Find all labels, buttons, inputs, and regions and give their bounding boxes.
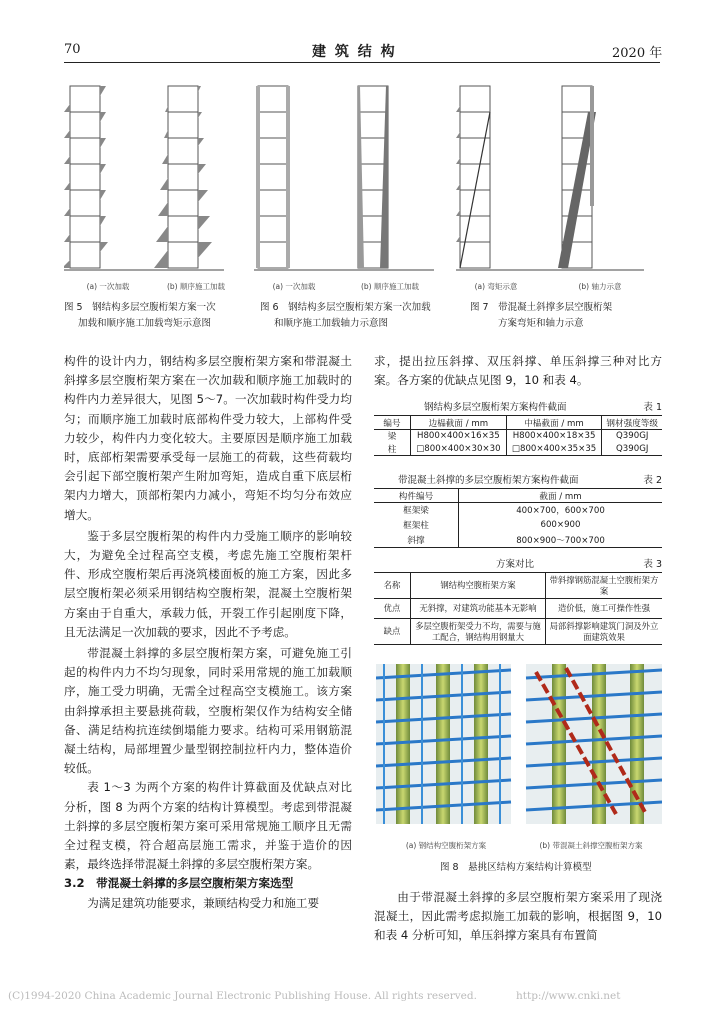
table-cell: □800×400×30×30 <box>411 443 507 456</box>
table-cell: □800×400×35×35 <box>506 443 602 456</box>
table3-header: 钢结构空腹桁架方案 <box>411 573 546 599</box>
left-para-5: 为满足建筑功能要求，兼顾结构受力和施工要 <box>87 895 320 910</box>
table-cell: 柱 <box>374 443 411 456</box>
table2 <box>374 472 662 548</box>
table-cell: 梁 <box>374 430 411 443</box>
fig6b-axial-diagram <box>358 86 388 268</box>
page-number: 70 <box>64 42 81 57</box>
fig8b-label: (b) 带混凝土斜撑空腹桁架方案 <box>539 841 643 850</box>
table-cell: 800×900～700×700 <box>516 535 605 546</box>
table-row <box>374 503 662 518</box>
figure8-caption: 图 8 悬挑区结构方案结构计算模型 <box>440 862 592 873</box>
table-cell: 框架梁 <box>374 503 459 518</box>
table-cell: 无斜撑，对建筑功能基本无影响 <box>411 599 546 619</box>
right-para-end: 由于带混凝土斜撑的多层空腹桁架方案采用了现浇混凝土，因此需考虑拟施工加载的影响，根据图 9，10 和表 4 分析可知，单压斜撑方案具有布置简 <box>374 890 662 943</box>
table1-label: 表 1 <box>643 402 662 413</box>
table2-title: 带混凝土斜撑的多层空腹桁架方案构件截面 <box>398 475 579 486</box>
header-rule <box>64 62 660 63</box>
table2-header: 截面 / mm <box>539 491 582 502</box>
table-row <box>374 518 662 533</box>
figures-5-7-diagrams <box>64 78 664 292</box>
table-cell: 局部斜撑影响建筑门洞及外立面建筑效果 <box>549 620 659 642</box>
left-para-4: 表 1～3 为两个方案的构件计算截面及优缺点对比分析，图 8 为两个方案的结构计算模型。考虑到带混凝土斜撑的多层空腹桁架方案可采用常规施工顺序且无需全过程支模，符合超高层施工需求，并鉴于造价的因素，最终选择带混凝土斜撑的多层空腹桁架方案。 <box>64 780 352 872</box>
fig6a-label: (a) 一次加载 <box>272 282 316 291</box>
table1 <box>374 399 662 456</box>
figure8-models <box>376 664 662 840</box>
table-cell: 600×900 <box>540 520 581 530</box>
left-para-3: 带混凝土斜撑的多层空腹桁架方案，可避免施工引起的构件内力不均匀现象，同时采用常规的施工加载顺序，施工受力明确，无需全过程高空支模施工。该方案由斜撑承担主要悬挑荷载，空腹桁架仅作为结构安全储备、满足结构抗连续倒塌能力要求。结构可采用钢筋混凝土结构，局部埋置少量型钢控制拉杆内力，整体造价较低。 <box>64 646 352 776</box>
table1-header: 边榀截面 / mm <box>411 416 507 430</box>
fig5a-moment-diagram <box>64 86 108 268</box>
fig5a-label: (a) 一次加载 <box>86 282 130 291</box>
table3-label: 表 3 <box>643 559 662 570</box>
fig8b-concrete-brace-model <box>526 664 662 824</box>
table-row <box>374 533 662 548</box>
table1-header: 钢材强度等级 <box>606 418 658 429</box>
footer-url: http://www.cnki.net <box>516 990 621 1002</box>
figure6-caption: 图 6 钢结构多层空腹桁架方案一次加载 和顺序施工加载轴力示意图 <box>260 302 431 329</box>
section-heading-3-2: 3.2 带混凝土斜撑的多层空腹桁架方案选型 <box>64 876 294 891</box>
fig8a-label: (a) 钢结构空腹桁架方案 <box>405 841 487 850</box>
table-row <box>374 599 662 619</box>
table-cell: 缺点 <box>374 619 411 645</box>
fig7a-moment-diagram <box>456 86 490 268</box>
table-cell: 400×700，600×700 <box>516 506 605 517</box>
table2-header: 构件编号 <box>374 489 459 503</box>
table-cell: 框架柱 <box>374 518 459 533</box>
table1-header: 中榀截面 / mm <box>506 416 602 430</box>
table3-header: 带斜撑钢筋混凝土空腹桁架方案 <box>549 574 659 596</box>
fig6a-axial-diagram <box>256 86 290 268</box>
fig6b-label: (b) 顺序施工加载 <box>361 282 419 291</box>
left-column <box>64 352 352 913</box>
figure7-caption: 图 7 带混凝土斜撑多层空腹桁架 方案弯矩和轴力示意 <box>470 302 613 329</box>
table-row <box>374 443 662 456</box>
fig5b-moment-diagram <box>154 86 212 268</box>
table3-header: 名称 <box>374 573 411 599</box>
table-cell: 造价低，施工可操作性强 <box>557 603 651 613</box>
fig7b-axial-diagram <box>558 86 596 268</box>
table1-header: 编号 <box>374 416 411 430</box>
figure5-caption: 图 5 钢结构多层空腹桁架方案一次 加载和顺序施工加载弯矩示意图 <box>64 302 216 329</box>
fig7a-label: (a) 弯矩示意 <box>474 282 518 291</box>
footer-copyright: (C)1994-2020 China Academic Journal Electronic Publishing House. All rights reserved. <box>8 990 477 1002</box>
journal-title: 建 筑 结 构 <box>312 44 397 60</box>
table-cell: 优点 <box>374 599 411 619</box>
table-cell: H800×400×18×35 <box>506 430 602 443</box>
table-row <box>374 430 662 443</box>
right-para-1: 求，提出拉压斜撑、双压斜撑、单压斜撑三种对比方案。各方案的优缺点见图 9，10 和表 4。 <box>374 354 662 388</box>
table3-title: 方案对比 <box>496 559 535 570</box>
table1-title: 钢结构多层空腹桁架方案构件截面 <box>424 402 567 413</box>
table-cell: H800×400×16×35 <box>411 430 507 443</box>
journal-year: 2020 年 <box>612 46 663 61</box>
table-cell: Q390GJ <box>616 431 649 442</box>
table-cell: 多层空腹桁架受力不均，需要与施工配合，钢结构用钢量大 <box>411 619 546 645</box>
fig5b-label: (b) 顺序施工加载 <box>167 282 225 291</box>
left-para-2: 鉴于多层空腹桁架的构件内力受施工顺序的影响较大，为避免全过程高空支模，考虑先施工空腹桁架杆件、形成空腹桁架后再浇筑楼面板的施工方案，因此多层空腹桁架必须采用钢结构空腹桁架，混凝土空腹桁架方案由于自重大，承载力低，开裂工作引起刚度下降，且无法满足一次加载的要求，因此不予考虑。 <box>64 528 352 639</box>
left-para-1: 构件的设计内力，钢结构多层空腹桁架方案和带混凝土斜撑多层空腹桁架方案在一次加载和顺序施工加载时的构件内力差异很大，见图 5～7。一次加载时构件受力均匀；而顺序施工加载时底部构件受力较大，上部构件受力较少，构件内力变化较大。主要原因是顺序施工加载时，底部桁架需要承受每一层施工的荷载，这些荷载均会引起下部空腹桁架产生附加弯矩，造成自重下底层桁架内力增大，顶部桁架内力减小，弯矩不均匀分布效应增大。 <box>64 354 352 522</box>
fig8a-steel-model <box>376 664 511 824</box>
table-cell: 斜撑 <box>374 533 459 548</box>
table3 <box>374 556 662 645</box>
fig7b-label: (b) 轴力示意 <box>578 282 622 291</box>
table2-label: 表 2 <box>643 475 662 486</box>
table-cell: Q390GJ <box>616 443 649 454</box>
table-row <box>374 619 662 645</box>
